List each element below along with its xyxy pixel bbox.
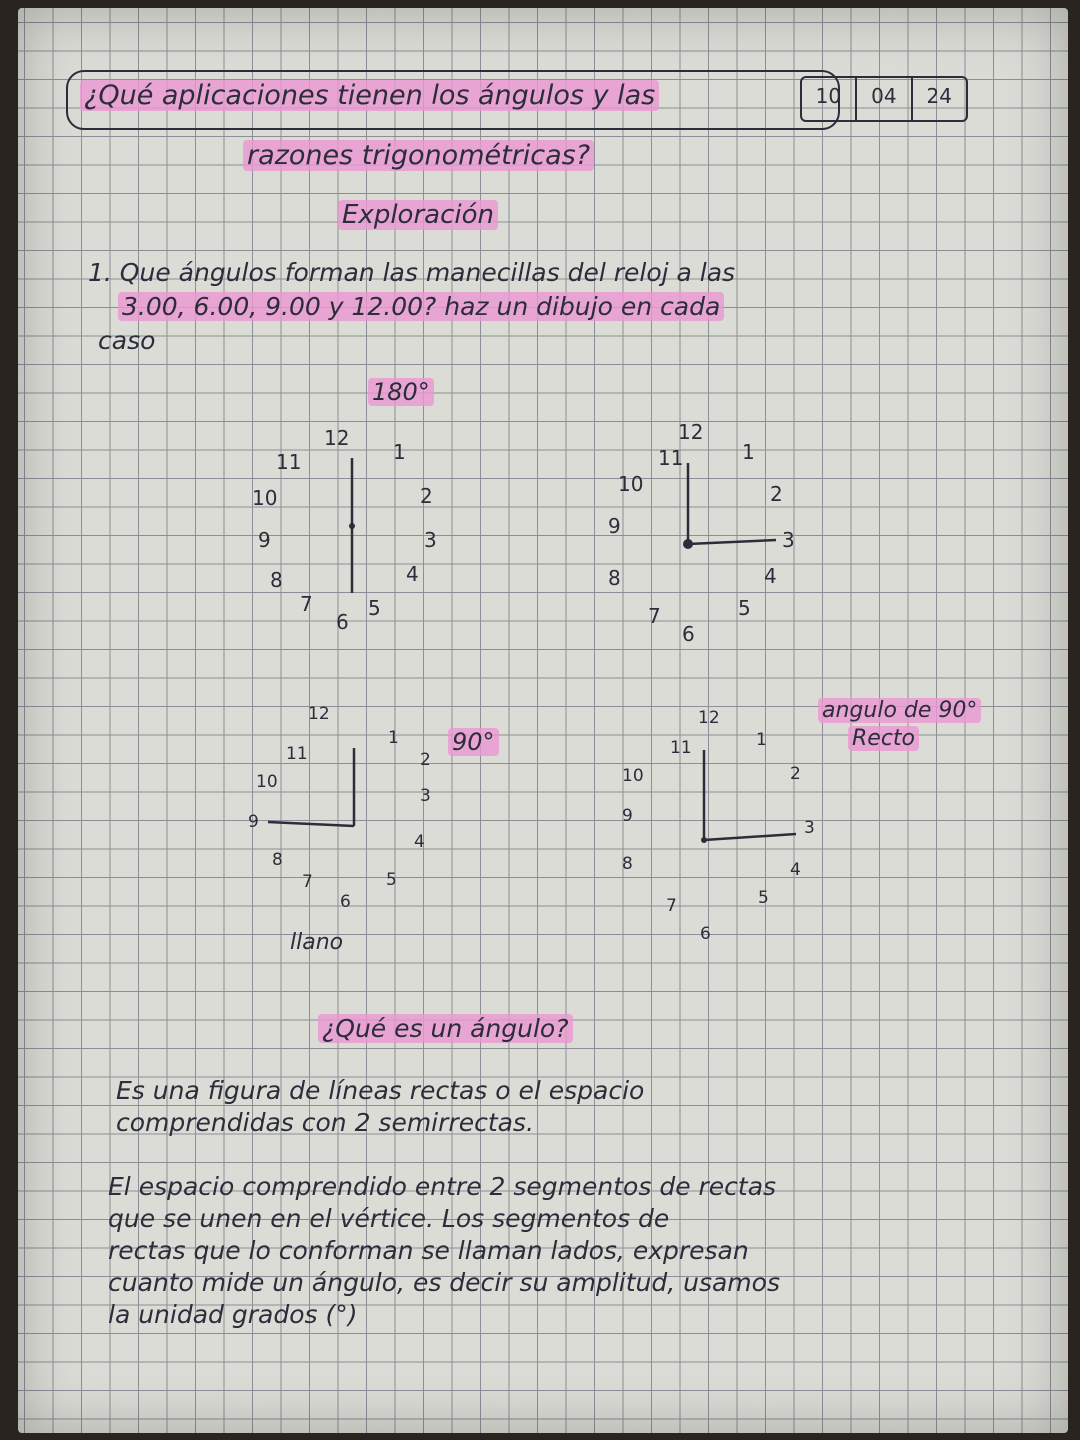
clock-number: 7 [302, 872, 313, 892]
clock-number: 8 [608, 566, 621, 590]
clock-caption: llano [290, 930, 344, 955]
clock-number: 11 [276, 450, 302, 474]
answer2-line-3: rectas que lo conforman se llaman lados, expresan [108, 1236, 749, 1265]
title-line-2: razones trigonométricas? [243, 140, 594, 171]
clock-number: 11 [658, 446, 684, 470]
answer1-line-2: comprendidas con 2 semirrectas. [116, 1108, 534, 1137]
answer2-line-5: la unidad grados (°) [108, 1300, 358, 1329]
clock-number: 8 [272, 850, 283, 870]
clock-number: 11 [286, 744, 308, 764]
clock-number: 1 [742, 440, 755, 464]
clock-number: 12 [308, 704, 330, 724]
clock-3-oclock-180 [228, 378, 468, 648]
clock-number: 8 [270, 568, 283, 592]
section-heading: Exploración [338, 200, 498, 230]
clock-number: 5 [758, 888, 769, 908]
clock-number: 2 [420, 484, 433, 508]
clock-number: 9 [608, 514, 621, 538]
clock-number: 2 [770, 482, 783, 506]
clock-number: 6 [340, 892, 351, 912]
clock-number: 12 [678, 420, 704, 444]
date-month: 04 [857, 78, 912, 120]
clock-label: angulo de 90° [818, 698, 981, 723]
clock-number: 10 [256, 772, 278, 792]
clock-number: 6 [682, 622, 695, 646]
clock-3-oclock-right [608, 408, 838, 668]
clock-number: 4 [406, 562, 419, 586]
clock-number: 5 [386, 870, 397, 890]
clock-number: 11 [670, 738, 692, 758]
clock-number: 9 [622, 806, 633, 826]
clock-number: 12 [698, 708, 720, 728]
clock-number: 5 [738, 596, 751, 620]
clock-9-oclock-90 [228, 698, 528, 968]
answer2-line-4: cuanto mide un ángulo, es decir su amplitud, usamos [108, 1268, 780, 1297]
clock-number: 12 [324, 426, 350, 450]
clock-number: 9 [258, 528, 271, 552]
clock-hands [228, 378, 468, 648]
answer2-line-1: El espacio comprendido entre 2 segmentos de rectas [108, 1172, 777, 1201]
question-line-1: 1. Que ángulos forman las manecillas del reloj a las [88, 258, 736, 287]
question-line-3: caso [98, 326, 156, 355]
clock-number: 1 [388, 728, 399, 748]
clock-number: 4 [764, 564, 777, 588]
clock-number: 3 [804, 818, 815, 838]
clock-number: 8 [622, 854, 633, 874]
clock-number: 7 [666, 896, 677, 916]
clock-number: 9 [248, 812, 259, 832]
date-box [800, 76, 968, 122]
clock-number: 10 [618, 472, 644, 496]
clock-label: 180° [368, 378, 434, 406]
answer1-line-1: Es una figura de líneas rectas o el espacio [116, 1076, 645, 1105]
notebook-page [18, 8, 1068, 1433]
clock-number: 3 [420, 786, 431, 806]
clock-label-2: Recto [848, 726, 919, 751]
question-heading: ¿Qué es un ángulo? [318, 1014, 573, 1043]
clock-hands [228, 698, 528, 968]
clock-number: 7 [300, 592, 313, 616]
clock-number: 2 [420, 750, 431, 770]
answer2-line-2: que se unen en el vértice. Los segmentos de [108, 1204, 670, 1233]
clock-number: 10 [622, 766, 644, 786]
clock-number: 4 [790, 860, 801, 880]
clock-number: 6 [700, 924, 711, 944]
clock-number: 7 [648, 604, 661, 628]
question-line-2: 3.00, 6.00, 9.00 y 12.00? haz un dibujo en cada [118, 292, 724, 321]
clock-hands [608, 408, 838, 668]
date-day: 10 [802, 78, 857, 120]
clock-number: 1 [393, 440, 406, 464]
clock-number: 3 [424, 528, 437, 552]
clock-number: 10 [252, 486, 278, 510]
date-year: 24 [926, 84, 952, 108]
clock-label: 90° [448, 728, 499, 756]
clock-number: 6 [336, 610, 349, 634]
clock-number: 1 [756, 730, 767, 750]
clock-number: 5 [368, 596, 381, 620]
clock-3-oclock-right-angle [608, 698, 1028, 958]
clock-hands [608, 698, 1028, 958]
title-line-1: ¿Qué aplicaciones tienen los ángulos y las [80, 80, 659, 111]
clock-number: 4 [414, 832, 425, 852]
clock-number: 3 [782, 528, 795, 552]
clock-number: 2 [790, 764, 801, 784]
